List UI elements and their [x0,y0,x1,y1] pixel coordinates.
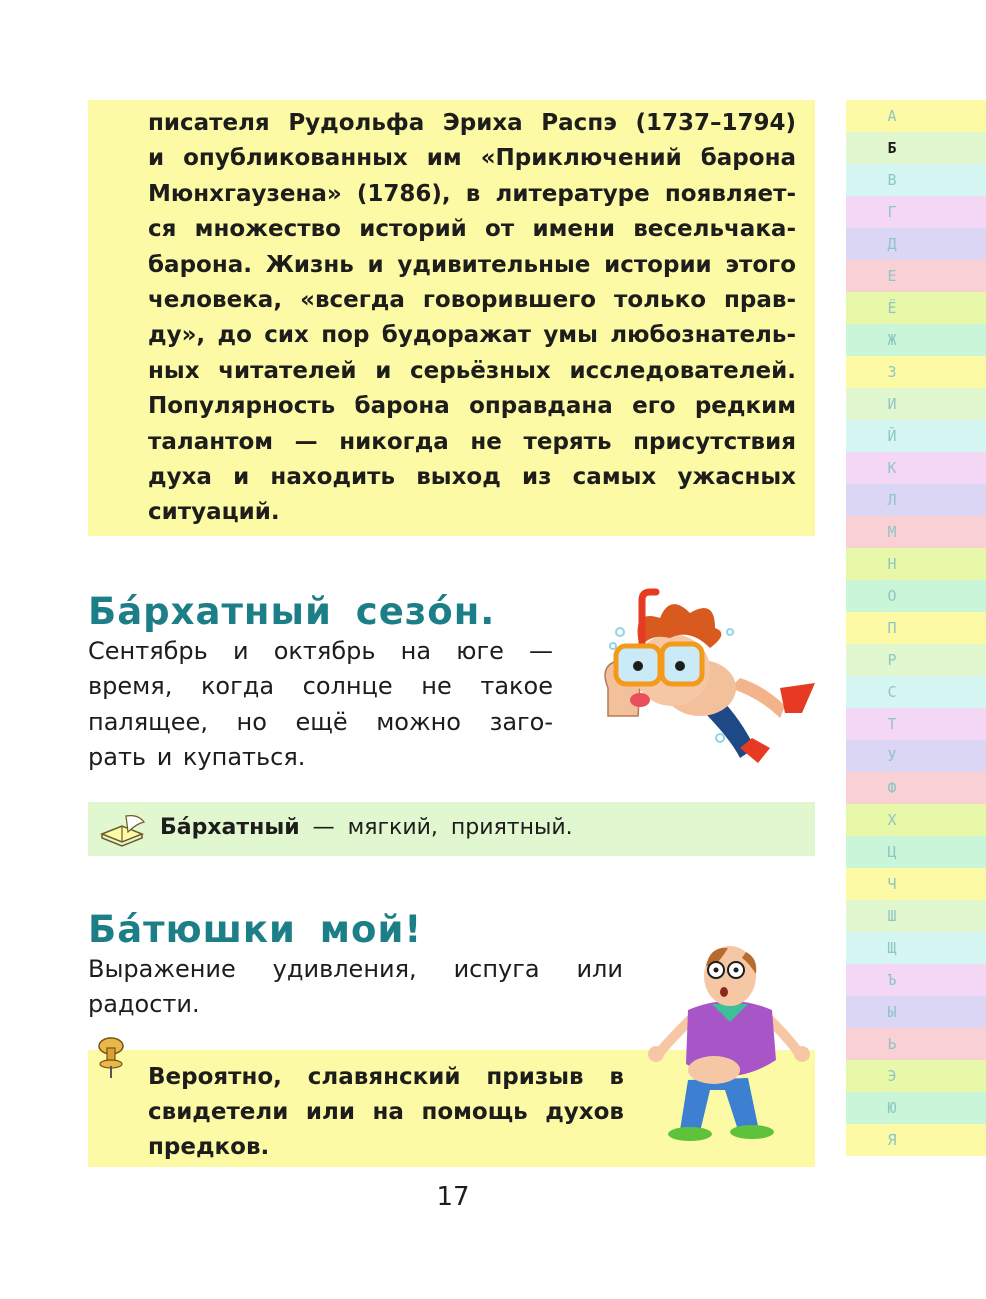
text-line: время, когда солнце не такое [88,672,553,701]
pushpin-icon [94,1036,128,1080]
text-line: ситуаций. [148,499,280,526]
alphabet-letter-27[interactable]: Щ [846,932,986,964]
alphabet-letter-14[interactable]: М [846,516,986,548]
snorkel-boy-illustration [580,588,820,772]
alphabet-letter-32[interactable]: Ю [846,1092,986,1124]
alphabet-letter-19[interactable]: С [846,676,986,708]
text-line: предков. [148,1134,270,1160]
text-line: талантом — никогда не терять присутствия [148,428,796,455]
alphabet-letter-20[interactable]: Т [846,708,986,740]
alphabet-letter-12[interactable]: К [846,452,986,484]
intro-text [148,106,796,531]
entry-definition-text [88,634,553,775]
alphabet-letter-7[interactable]: Ё [846,292,986,324]
alphabet-letter-18[interactable]: Р [846,644,986,676]
alphabet-letter-13[interactable]: Л [846,484,986,516]
text-line: ся множество историй от имени весельчака- [148,216,796,243]
text-line: человека, «всегда говорившего только прав- [148,287,796,314]
text-line: радости. [88,990,200,1019]
text-line: ных читателей и серьёзных исследователей. [148,357,796,384]
page-number: 17 [436,1182,470,1212]
text-line: Сентябрь и октябрь на юге — [88,637,553,665]
note-text [148,1060,624,1165]
text-line: палящее, но ещё можно заго- [88,707,553,736]
text-line: барона. Жизнь и удивительные истории этого [148,251,796,278]
alphabet-letter-22[interactable]: Ф [846,772,986,804]
alphabet-letter-16[interactable]: О [846,580,986,612]
alphabet-letter-17[interactable]: П [846,612,986,644]
alphabet-letter-28[interactable]: Ъ [846,964,986,996]
alphabet-letter-6[interactable]: Е [846,260,986,292]
text-line: духа и находить выход из самых ужасных [148,464,796,491]
entry-definition-text-2 [88,952,623,1023]
alphabet-letter-9[interactable]: З [846,356,986,388]
text-line: Популярность барона оправдана его редким [148,393,796,420]
text-line: Вероятно, славянский призыв в [148,1064,624,1090]
entry-title-barkhatny-sezon: Ба́рхатный сезо́н. [88,590,496,633]
definition-term: Ба́рхатный [160,815,300,840]
surprised-man-illustration [640,940,820,1145]
alphabet-letter-25[interactable]: Ч [846,868,986,900]
alphabet-letter-30[interactable]: Ь [846,1028,986,1060]
alphabet-letter-11[interactable]: Й [846,420,986,452]
alphabet-letter-33[interactable]: Я [846,1124,986,1156]
alphabet-letter-2[interactable]: Б [846,132,986,164]
book-quill-icon [98,812,148,848]
text-line: свидетели или на помощь духов [148,1099,624,1125]
text-line: писателя Рудольфа Эриха Распэ (1737–1794) [148,110,796,136]
text-line: Выражение удивления, испуга или [88,955,623,983]
definition-text [160,815,573,840]
alphabet-letter-29[interactable]: Ы [846,996,986,1028]
alphabet-letter-3[interactable]: В [846,164,986,196]
alphabet-letter-4[interactable]: Г [846,196,986,228]
text-line: Мюнхгаузена» (1786), в литературе появляет- [148,180,796,207]
entry-title-batyushki-moy: Ба́тюшки мой! [88,908,423,951]
text-line: рать и купаться. [88,742,306,771]
definition-explanation: — мягкий, приятный. [299,815,573,840]
alphabet-letter-15[interactable]: Н [846,548,986,580]
alphabet-letter-5[interactable]: Д [846,228,986,260]
alphabet-index [846,100,986,1156]
alphabet-letter-8[interactable]: Ж [846,324,986,356]
alphabet-letter-10[interactable]: И [846,388,986,420]
alphabet-letter-23[interactable]: Х [846,804,986,836]
alphabet-letter-1[interactable]: А [846,100,986,132]
text-line: и опубликованных им «Приключений барона [148,145,796,172]
alphabet-letter-26[interactable]: Ш [846,900,986,932]
intro-box [88,100,815,536]
alphabet-letter-31[interactable]: Э [846,1060,986,1092]
alphabet-letter-24[interactable]: Ц [846,836,986,868]
text-line: ду», до сих пор будоражат умы любознатель- [148,322,796,349]
alphabet-letter-21[interactable]: У [846,740,986,772]
definition-box [88,802,815,856]
